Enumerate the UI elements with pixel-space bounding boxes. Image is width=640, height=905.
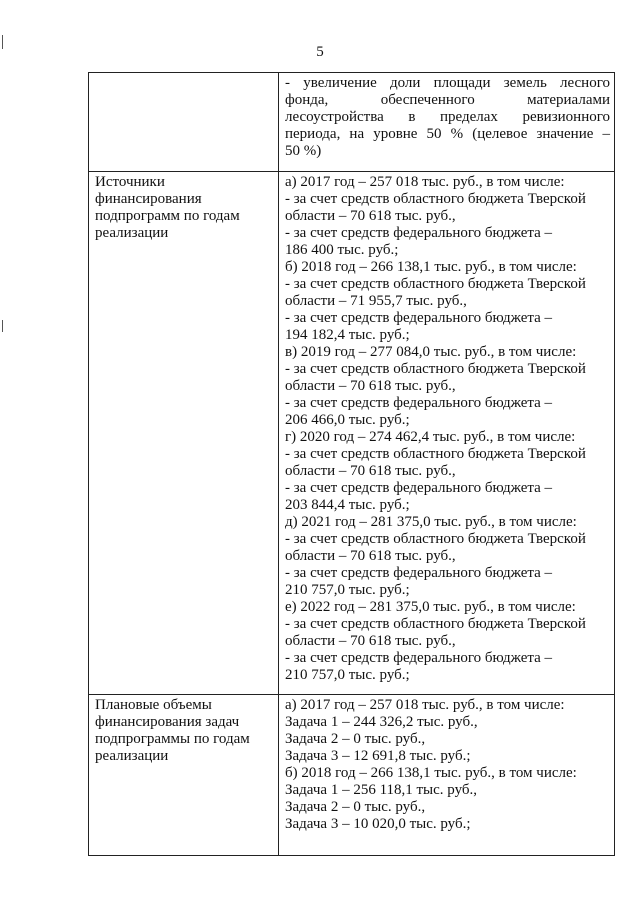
text-line: Задача 3 – 12 691,8 тыс. руб.; [285,748,471,764]
row-content [279,73,615,172]
text-line: б) 2018 год – 266 138,1 тыс. руб., в том числе: [285,259,577,275]
text-line: - за счет средств федерального бюджета – [285,310,553,326]
text-line: - за счет средств областного бюджета Тверской [285,361,586,377]
text-line: Задача 1 – 256 118,1 тыс. руб., [285,782,478,798]
text-line: 210 757,0 тыс. руб.; [285,582,410,598]
row-label: Источники финансирования подпрограмм по годам реализации [89,172,279,695]
text-line: области – 71 955,7 тыс. руб., [285,293,467,309]
text-line: г) 2020 год – 274 462,4 тыс. руб., в том числе: [285,429,576,445]
text-line: Задача 3 – 10 020,0 тыс. руб.; [285,816,471,832]
text-line: - за счет средств областного бюджета Тверской [285,191,586,207]
text-line: - за счет средств областного бюджета Тверской [285,616,586,632]
row-content [279,172,615,695]
text-line: - за счет средств федерального бюджета – [285,225,553,241]
text-line: б) 2018 год – 266 138,1 тыс. руб., в том числе: [285,765,577,781]
text-line: а) 2017 год – 257 018 тыс. руб., в том числе: [285,697,565,713]
text-line: - увеличение доли площади земель лесного [285,75,610,91]
program-table [88,72,615,856]
margin-mark [2,35,3,49]
row-label: Плановые объемы финансирования задач подпрограммы по годам реализации [89,695,279,856]
text-line: 206 466,0 тыс. руб.; [285,412,410,428]
text-line: 203 844,4 тыс. руб.; [285,497,410,513]
text-line: 186 400 тыс. руб.; [285,242,399,258]
text-line: Задача 2 – 0 тыс. руб., [285,799,426,815]
text-line: области – 70 618 тыс. руб., [285,208,456,224]
text-line: лесоустройства в пределах ревизионного [285,109,610,125]
text-line: области – 70 618 тыс. руб., [285,633,456,649]
text-line: 194 182,4 тыс. руб.; [285,327,410,343]
row-content [279,695,615,856]
text-line: в) 2019 год – 277 084,0 тыс. руб., в том числе: [285,344,577,360]
text-line: - за счет средств федерального бюджета – [285,480,553,496]
page-number: 5 [316,44,324,60]
text-line: периода, на уровне 50 % (целевое значение – [285,126,610,142]
table-row-planned-volumes [89,695,615,856]
text-line: 210 757,0 тыс. руб.; [285,667,410,683]
text-line: - за счет средств областного бюджета Тверской [285,276,586,292]
text-line: области – 70 618 тыс. руб., [285,463,456,479]
text-line: 50 %) [285,143,322,159]
text-line: области – 70 618 тыс. руб., [285,378,456,394]
text-line: - за счет средств федерального бюджета – [285,650,553,666]
row-label [89,73,279,172]
text-line: е) 2022 год – 281 375,0 тыс. руб., в том числе: [285,599,576,615]
text-line: д) 2021 год – 281 375,0 тыс. руб., в том числе: [285,514,577,530]
text-line: - за счет средств областного бюджета Тверской [285,446,586,462]
margin-mark [2,320,3,332]
text-line: фонда, обеспеченного материалами [285,92,610,108]
text-line: Задача 2 – 0 тыс. руб., [285,731,426,747]
text-line: области – 70 618 тыс. руб., [285,548,456,564]
text-line: а) 2017 год – 257 018 тыс. руб., в том числе: [285,174,565,190]
table-row-financing-sources [89,172,615,695]
text-line: - за счет средств федерального бюджета – [285,565,553,581]
text-line: - за счет средств федерального бюджета – [285,395,553,411]
text-line: Задача 1 – 244 326,2 тыс. руб., [285,714,478,730]
table-row-target-indicator [89,73,615,172]
text-line: - за счет средств областного бюджета Тверской [285,531,586,547]
